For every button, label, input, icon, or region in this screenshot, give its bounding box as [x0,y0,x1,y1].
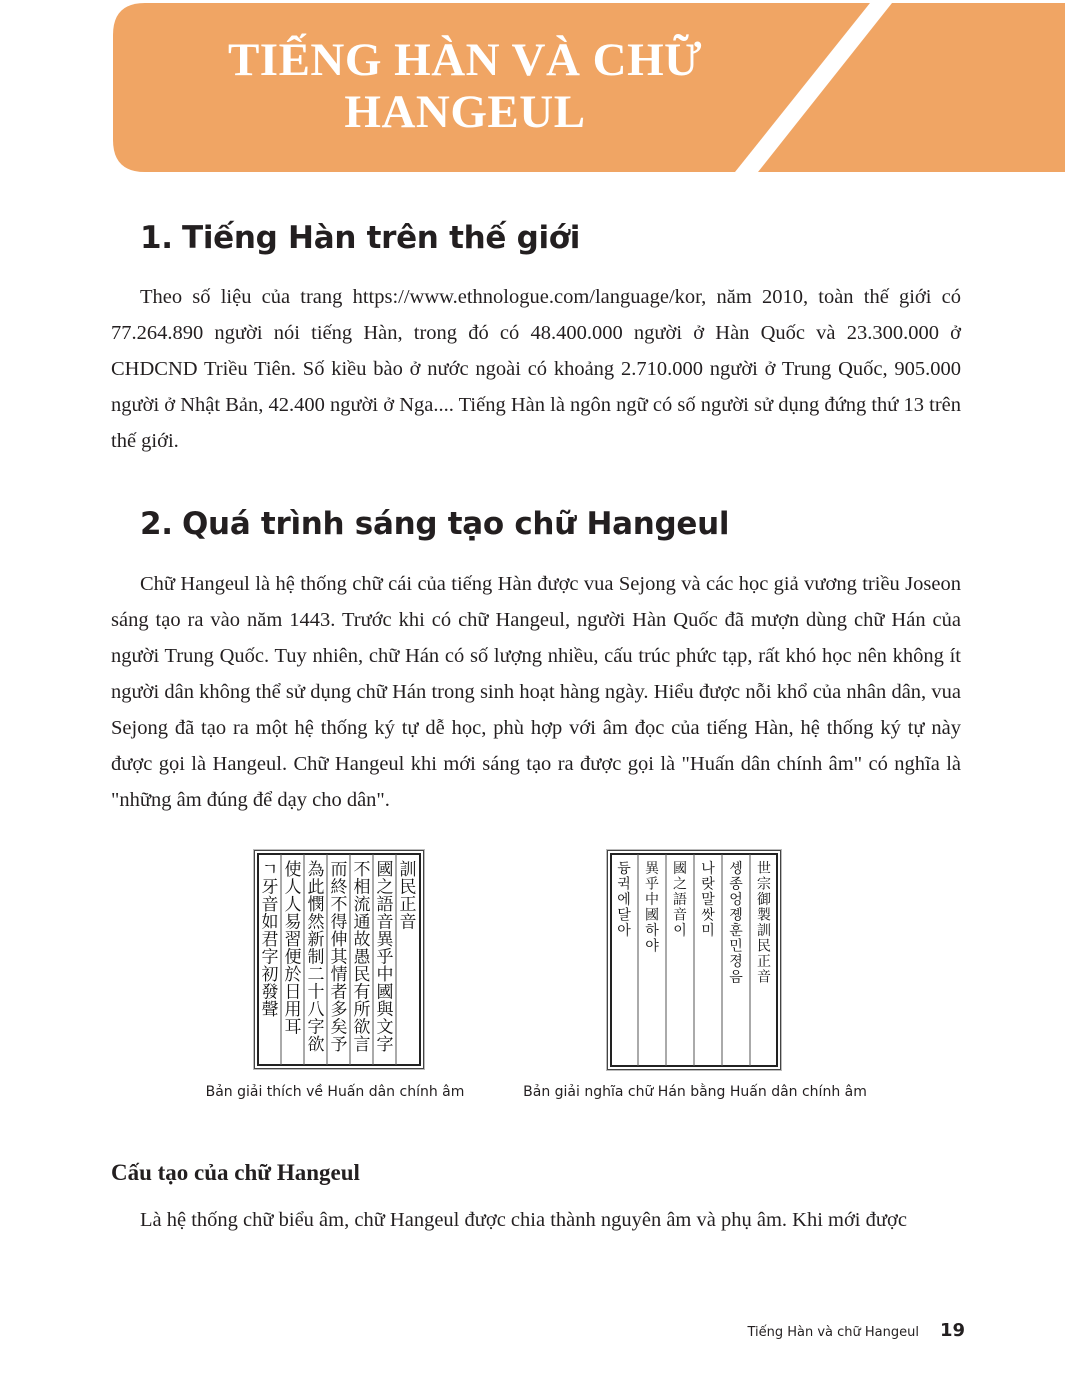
manuscript-glyph: 新 [307,930,325,950]
chapter-title-line2: HANGEUL [344,86,586,138]
manuscript-glyph: 正 [399,895,417,915]
manuscript-glyph: 말 [701,892,715,908]
manuscript-glyph: 八 [307,1000,325,1020]
subsection-paragraph: Là hệ thống chữ biểu âm, chữ Hangeul được chia thành nguyên âm và phụ âm. Khi mới được [140,1209,907,1231]
section-1-title: Tiếng Hàn trên thế giới [182,220,581,256]
figure-right-caption: Bản giải nghĩa chữ Hán bằng Huấn dân chính âm [523,1084,867,1100]
manuscript-glyph: 制 [307,947,325,968]
manuscript-glyph: 易 [284,912,302,933]
manuscript-glyph: 言 [353,1035,371,1055]
manuscript-glyph: 乎 [645,876,659,893]
manuscript-glyph: 文 [376,1017,394,1038]
manuscript-glyph: ㄱ [261,860,279,880]
manuscript-glyph: 牙 [261,877,279,898]
manuscript-glyph: 종 [729,876,743,893]
manuscript-glyph: 相 [353,877,371,898]
manuscript-glyph: 國 [645,907,659,924]
manuscript-glyph: 國 [376,982,394,1003]
manuscript-glyph: 달 [617,907,631,924]
subsection-heading: Cấu tạo của chữ Hangeul [111,1160,360,1185]
manuscript-glyph: 御 [757,892,771,908]
manuscript-glyph: 야 [645,938,659,955]
manuscript-glyph: 쌋 [701,907,715,924]
manuscript-glyph: 習 [284,930,302,950]
manuscript-glyph: 엉 [729,892,743,908]
manuscript-glyph: 훈 [729,923,743,939]
manuscript-glyph: 便 [284,947,302,968]
manuscript-glyph: 聲 [261,1000,279,1020]
manuscript-glyph: 多 [330,1000,348,1020]
manuscript-glyph: 國 [376,860,394,880]
section-2-number: 2. [140,506,173,542]
manuscript-glyph: 乎 [376,947,394,968]
manuscript-glyph: 世 [757,861,771,877]
manuscript-glyph: 不 [330,895,348,915]
manuscript-glyph: 字 [307,1017,325,1038]
manuscript-glyph: 솅 [729,861,743,877]
manuscript-glyph: 音 [261,895,279,915]
manuscript-glyph: 訓 [399,860,417,880]
section-2-paragraph: Chữ Hangeul là hệ thống chữ cái của tiếng Hàn được vua Sejong và các học giả vương triều Joseon sáng tạo ra vào năm 1443. Trước khi có chữ Hangeul, người Hàn Quốc đã mượn dùng chữ Hán của người Trung Quốc. Tuy nhiên, chữ Hán có số lượng nhiều, cấu trúc phức tạp, rất khó học nên không ít người dân không thể sử dụng chữ Hán trong sinh hoạt hàng ngày. Hiểu được nỗi khổ của nhân dân, vua Sejong đã tạo ra một hệ thống ký tự dễ học, phù hợp với âm đọc của tiếng Hàn, hệ thống ký tự này được gọi là Hangeul. Chữ Hangeul khi mới sáng tạo ra được gọi là "Huấn dân chính âm" có nghĩa là "những âm đúng để dạy cho dân". [111,573,961,811]
manuscript-glyph: 耳 [284,1017,302,1038]
manuscript-glyph: 民 [757,938,771,955]
manuscript-glyph: 語 [673,892,687,908]
manuscript-glyph: 異 [376,930,394,950]
manuscript-glyph: 하 [645,923,659,939]
manuscript-glyph: 字 [376,1035,394,1055]
manuscript-glyph: 通 [353,912,371,933]
hunminjeongeum-explanation-image [254,850,424,1069]
manuscript-right [608,851,780,1069]
manuscript-glyph: 有 [353,982,371,1003]
manuscript-glyph: 矣 [330,1017,348,1038]
manuscript-glyph: 不 [353,860,371,880]
manuscript-glyph: 字 [261,947,279,968]
manuscript-glyph: 發 [261,982,279,1003]
manuscript-glyph: 終 [330,877,348,898]
manuscript-glyph: 音 [376,912,394,933]
manuscript-glyph: 민 [729,938,743,955]
manuscript-glyph: 나 [701,861,715,877]
manuscript-glyph: 之 [673,876,687,893]
manuscript-glyph: 졍 [729,954,743,970]
manuscript-glyph: 異 [645,861,659,877]
manuscript-glyph: 然 [307,912,325,933]
figure-left-caption: Bản giải thích về Huấn dân chính âm [205,1084,465,1100]
manuscript-glyph: 之 [376,877,394,898]
manuscript-glyph: 音 [673,907,687,924]
manuscript-glyph: 國 [673,861,687,877]
manuscript-left [255,851,423,1068]
manuscript-glyph: 為 [307,860,325,880]
manuscript-glyph: 音 [399,912,417,933]
manuscript-glyph: 者 [330,982,348,1003]
manuscript-glyph: 아 [617,923,631,939]
manuscript-glyph: 音 [757,969,771,986]
manuscript-glyph: 流 [353,895,371,915]
manuscript-glyph: 故 [353,930,371,950]
manuscript-glyph: 與 [376,1000,394,1020]
manuscript-glyph: 듕 [617,861,631,877]
section-2-heading [140,506,729,542]
chapter-title [115,34,815,138]
manuscript-glyph: 語 [376,895,394,915]
manuscript-glyph: 欲 [353,1017,371,1038]
manuscript-glyph: 民 [399,877,417,898]
manuscript-glyph: 졩 [729,907,743,924]
manuscript-glyph: 正 [757,954,771,970]
manuscript-glyph: 中 [376,965,394,985]
manuscript-glyph: 予 [330,1035,348,1055]
manuscript-glyph: 宗 [757,876,771,893]
manuscript-glyph: 伸 [330,930,348,950]
chapter-title-line1: TIẾNG HÀN VÀ CHỮ [227,34,703,86]
manuscript-glyph: 二 [307,965,325,985]
manuscript-glyph: 民 [353,965,371,985]
manuscript-glyph: 於 [284,965,302,985]
section-1-number: 1. [140,220,173,256]
section-2-title: Quá trình sáng tạo chữ Hangeul [182,506,730,542]
manuscript-glyph: 而 [330,860,348,880]
manuscript-glyph: 人 [284,877,302,898]
manuscript-glyph: 得 [330,912,348,933]
section-1-paragraph: Theo số liệu của trang https://www.ethnologue.com/language/kor, năm 2010, toàn thế giới có 77.264.890 người nói tiếng Hàn, trong đó có 48.400.000 người ở Hàn Quốc và 23.300.000 ở CHDCND Triều Tiên. Số kiều bào ở nước ngoài có khoảng 2.710.000 người ở Trung Quốc, 905.000 người ở Nhật Bản, 42.400 người ở Nga.... Tiếng Hàn là ngôn ngữ có số người sử dụng đứng thứ 13 trên thế giới. [111,286,962,452]
manuscript-glyph: 製 [757,907,771,924]
chapter-banner [0,0,1065,180]
manuscript-glyph: 中 [645,892,659,908]
hanja-hangeul-annotation-image [607,850,781,1070]
manuscript-glyph: 이 [673,923,687,939]
manuscript-glyph: 十 [307,982,325,1003]
manuscript-glyph: 미 [701,923,715,939]
manuscript-glyph: 其 [330,947,348,968]
manuscript-glyph: 使 [284,860,302,880]
manuscript-glyph: 情 [330,965,348,985]
manuscript-glyph: 日 [284,982,302,1003]
manuscript-glyph: 음 [729,969,743,986]
manuscript-glyph: 憫 [307,895,325,915]
manuscript-glyph: 人 [284,895,302,915]
manuscript-glyph: 欲 [307,1035,325,1055]
manuscript-glyph: 初 [261,965,279,985]
manuscript-glyph: 愚 [353,947,371,968]
manuscript-glyph: 訓 [757,923,771,939]
running-title: Tiếng Hàn và chữ Hangeul [747,1325,919,1340]
manuscript-glyph: 如 [261,912,279,933]
manuscript-glyph: 所 [353,1000,371,1020]
section-1-heading [140,220,580,256]
manuscript-glyph: 用 [284,1000,302,1020]
page-number: 19 [939,1320,965,1341]
manuscript-glyph: 此 [307,877,325,898]
manuscript-glyph: 君 [261,930,279,950]
manuscript-glyph: 에 [617,892,631,908]
manuscript-glyph: 랏 [701,876,715,893]
manuscript-glyph: 귁 [617,876,631,893]
